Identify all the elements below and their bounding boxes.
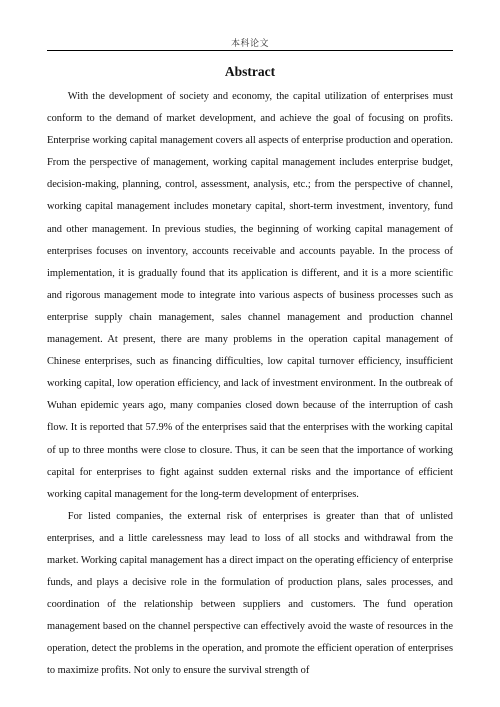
abstract-paragraph-1: With the development of society and economy, the capital utilization of enterprises must conform to the demand of market development, and achieve the goal of focusing on profits. Enterprise working capital management covers all aspects of enterprise production and operation. From the perspective of management, working capital management includes enterprise budget, decision-making, planning, control, assessment, analysis, etc.; from the perspective of channel, working capital management includes monetary capital, short-term investment, inventory, fund and other management. In previous studies, the beginning of working capital management of enterprises focuses on inventory, accounts receivable and accounts payable. In the process of implementation, it is gradually found that its application is different, and it is a more scientific and rigorous management mode to integrate into various aspects of business processes such as enterprise supply chain management, sales channel management and production channel management. At present, there are many problems in the operation capital management of Chinese enterprises, such as financing difficulties, low capital turnover efficiency, insufficient working capital, low operation efficiency, and lack of investment environment. In the outbreak of Wuhan epidemic years ago, many companies closed down because of the interruption of cash flow. It is reported that 57.9% of the enterprises said that the enterprises with the working capital of up to three months were close to closure. Thus, it can be seen that the importance of working capital for enterprises to fight against sudden external risks and the importance of efficient working capital management for the long-term development of enterprises. (47, 91, 453, 500)
running-header: 本科论文 (230, 38, 269, 48)
abstract-body (47, 86, 453, 683)
header-rule (47, 50, 453, 51)
abstract-paragraph-2: For listed companies, the external risk of enterprises is greater than that of unlisted enterprises, and a little carelessness may lead to loss of all stocks and withdrawal from the market. Working capital management has a direct impact on the operating efficiency of enterprise funds, and plays a decisive role in the formulation of production plans, sales processes, and coordination of the relationship between suppliers and customers. The fund operation management based on the channel perspective can effectively avoid the waste of resources in the operation, detect the problems in the operation, and promote the efficient operation of enterprises to maximize profits. Not only to ensure the survival strength of (47, 510, 453, 677)
abstract-title: Abstract (224, 64, 276, 79)
